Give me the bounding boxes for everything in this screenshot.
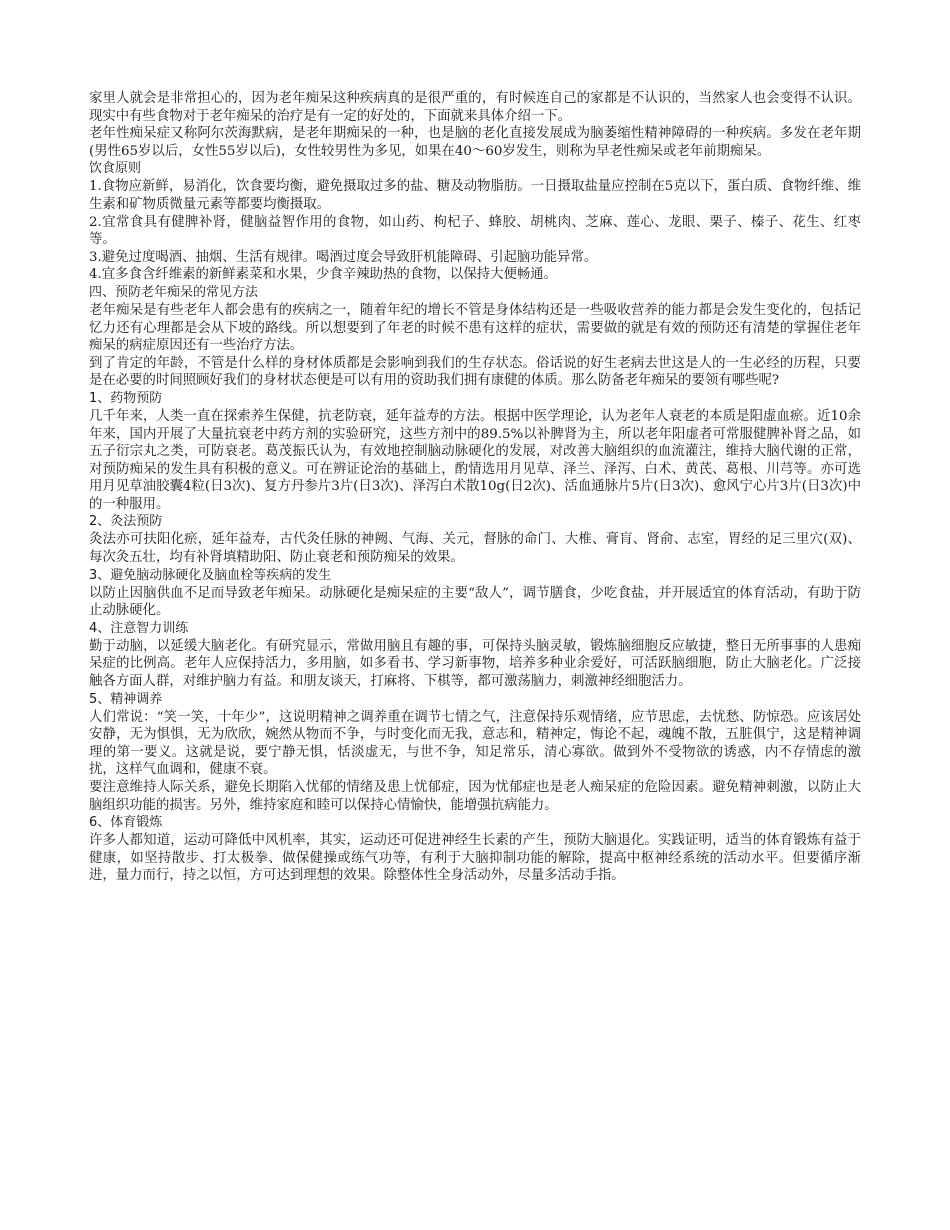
paragraph-intro: 家里人就会是非常担心的，因为老年痴呆这种疾病真的是很严重的，有时候连自己的家都是不认识的，当然家人也会变得不认识。现实中有些食物对于老年痴呆的治疗是有一定的好处的，下面就来具体介绍一下。: [89, 91, 861, 124]
paragraph-exercise: 许多人都知道，运动可降低中风机率，其实，运动还可促进神经生长素的产生，预防大脑退化。实践证明，适当的体育锻炼有益于健康，如坚持散步、打太极拳、做保健操或练气功等，有利于大脑抑制功能的解除，提高中枢神经系统的活动水平。但要循序渐进，量力而行，持之以恒，方可达到理想的效果。除整体性全身活动外，尽量多活动手指。: [89, 833, 861, 884]
paragraph-prevention-intro: 老年痴呆是有些老年人都会患有的疾病之一，随着年纪的增长不管是身体结构还是一些吸收营养的能力都是会发生变化的，包括记忆力还有心理都是会从下坡的路线。所以想要到了年老的时候不患有这样的症状，需要做的就是有效的预防还有清楚的掌握住老年痴呆的病症原因还有一些治疗方法。: [89, 302, 861, 354]
paragraph-diet-4: 4.宜多食含纤维素的新鲜素菜和水果，少食辛辣助热的食物，以保持大便畅通。: [89, 267, 558, 283]
heading-diet-principles: 饮食原则: [89, 161, 142, 177]
heading-spiritual-care: 5、精神调养: [89, 691, 163, 707]
paragraph-diet-3: 3.避免过度喝酒、抽烟、生活有规律。喝酒过度会导致肝机能障碍、引起脑功能异常。: [89, 249, 598, 265]
document-body: [89, 90, 861, 885]
paragraph-definition: 老年性痴呆症又称阿尔茨海默病，是老年期痴呆的一种，也是脑的老化直接发展成为脑萎缩性精神障碍的一种疾病。多发在老年期(男性65岁以后，女性55岁以后)，女性较男性为多见，如果在40～60岁发生，则称为早老性痴呆或老年前期痴呆。: [89, 126, 861, 159]
paragraph-diet-2: 2.宜常食具有健脾补肾，健脑益智作用的食物，如山药、枸杞子、蜂胶、胡桃肉、芝麻、莲心、龙眼、栗子、榛子、花生、红枣等。: [89, 214, 861, 248]
heading-prevention-methods: 四、预防老年痴呆的常见方法: [89, 284, 259, 300]
paragraph-spiritual-care-1: 人们常说：“笑一笑，十年少”，这说明精神之调养重在调节七情之气，注意保持乐观情绪，应节思虑，去忧愁、防惊恐。应该居处安静，无为惧惧，无为欣欣，婉然从物而不争，与时变化而无我，意志和，精神定，悔论不起，魂魄不散，五脏俱宁，这是精神调理的第一要义。这就是说，要宁静无惧，恬淡虚无，与世不争，知足常乐，清心寡欲。做到外不受物欲的诱惑，内不存情虑的激扰，这样气血调和，健康不衰。: [89, 709, 861, 778]
paragraph-moxibustion: 灸法亦可扶阳化瘀，延年益寿，古代灸任脉的神阙、气海、关元，督脉的命门、大椎、膏肓、肾俞、志室，胃经的足三里穴(双)、每次灸五壮，均有补肾填精助阳、防止衰老和预防痴呆的效果。: [89, 532, 861, 566]
paragraph-drug-prevention: 几千年来，人类一直在探索养生保健，抗老防衰，延年益寿的方法。根据中医学理论，认为老年人衰老的本质是阳虚血瘀。近10余年来，国内开展了大量抗衰老中药方剂的实验研究，这些方剂中的89.5%以补脾肾为主，所以老年阳虚者可常服健脾补肾之品，如五子衍宗丸之类，可防衰老。葛茂振氏认为，有效地控制脑动脉硬化的发展，对改善大脑组织的血流灌注，维持大脑代谢的正常，对预防痴呆的发生具有积极的意义。可在辨证论治的基础上，酌情选用月见草、泽兰、泽泻、白术、黄芪、葛根、川芎等。亦可选用月见草油胶囊4粒(日3次)、复方丹参片3片(日3次)、泽泻白术散10g(日2次)、活血通脉片5片(日3次)、愈风宁心片3片(日3次)中的一种服用。: [89, 408, 861, 512]
heading-exercise: 6、体育锻炼: [89, 815, 163, 831]
paragraph-mental-training: 勤于动脑，以延缓大脑老化。有研究显示，常做用脑且有趣的事，可保持头脑灵敏，锻炼脑细胞反应敏捷，整日无所事事的人患痴呆症的比例高。老年人应保持活力，多用脑，如多看书、学习新事物，培养多种业余爱好，可活跃脑细胞，防止大脑老化。广泛接触各方面人群，对维护脑力有益。和朋友谈天，打麻将、下棋等，都可激荡脑力，刺激神经细胞活力。: [89, 638, 861, 690]
paragraph-prevention-age: 到了肯定的年龄，不管是什么样的身材体质都是会影响到我们的生存状态。俗话说的好生老病去世这是人的一生必经的历程，只要是在必要的时间照顾好我们的身材状态便是可以有用的资助我们拥有康健的体质。那么防备老年痴呆的要领有哪些呢?: [89, 355, 861, 389]
heading-arteriosclerosis: 3、避免脑动脉硬化及脑血栓等疾病的发生: [89, 567, 332, 583]
paragraph-arteriosclerosis: 以防止因脑供血不足而导致老年痴呆。动脉硬化是痴呆症的主要“敌人”，调节膳食，少吃食盐，并开展适宜的体育活动，有助于防止动脉硬化。: [89, 585, 861, 619]
heading-moxibustion: 2、灸法预防: [89, 514, 163, 530]
paragraph-spiritual-care-2: 要注意维持人际关系，避免长期陷入忧郁的情绪及患上忧郁症，因为忧郁症也是老人痴呆症的危险因素。避免精神刺激，以防止大脑组织功能的损害。另外，维持家庭和睦可以保持心情愉快，能增强抗病能力。: [89, 780, 861, 813]
heading-drug-prevention: 1、药物预防: [89, 390, 163, 406]
paragraph-diet-1: 1.食物应新鲜，易消化，饮食要均衡，避免摄取过多的盐、糖及动物脂肪。一日摄取盐量应控制在5克以下，蛋白质、食物纤维、维生素和矿物质微量元素等都要均衡摄取。: [89, 179, 861, 212]
heading-mental-training: 4、注意智力训练: [89, 620, 189, 636]
